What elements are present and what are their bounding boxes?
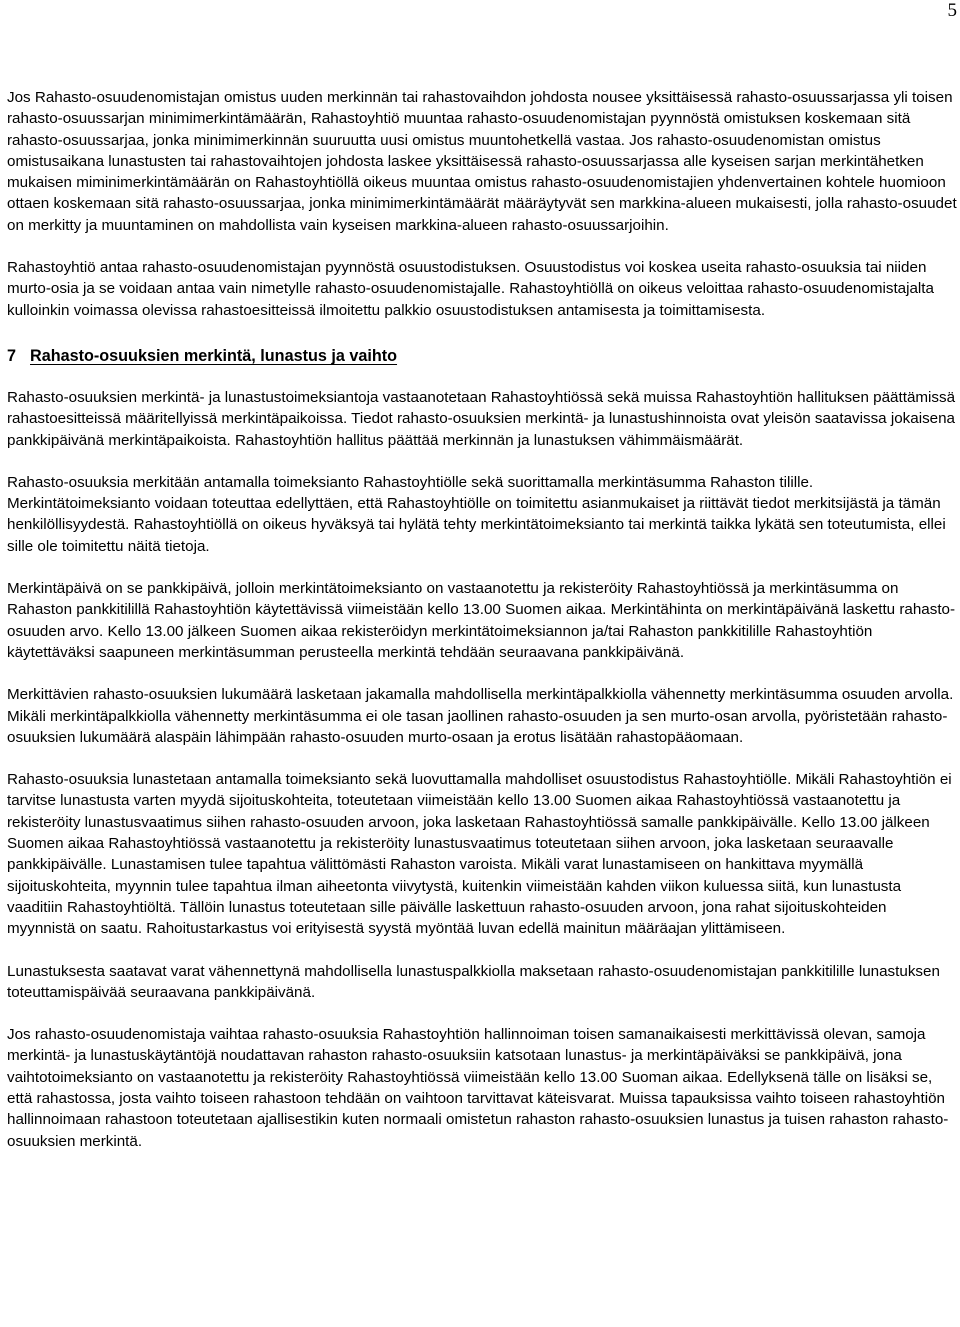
section-number: 7 xyxy=(7,346,17,365)
paragraph: Lunastuksesta saatavat varat vähennettynä mahdollisella lunastuspalkkiolla maksetaan rahasto-osuudenomistajan pankkitilille lunastuksen toteuttamispäivää seuraavana pankkipäivänä. xyxy=(7,962,940,1001)
document-body xyxy=(7,87,957,1152)
paragraph: Merkittävien rahasto-osuuksien lukumäärä lasketaan jakamalla mahdollisella merkintäpalkkiolla vähennetty merkintäsumma osuuden arvolla. Mikäli merkintäpalkkiolla vähennetty merkintäsumma ei ole tasan jaollinen rahasto-osuuden ja sen murto-osan arvolla, pyöristetään rahasto-osuuksien lukumäärä alaspäin lähimpään rahasto-osuuden murto-osaan ja erotus lisätään rahastopääomaan. xyxy=(7,686,954,746)
section-title: Rahasto-osuuksien merkintä, lunastus ja vaihto xyxy=(30,346,398,365)
page-number: 5 xyxy=(947,0,957,21)
paragraph: Rahasto-osuuksia merkitään antamalla toimeksianto Rahastoyhtiölle sekä suorittamalla merkintäsumma Rahaston tilille. Merkintätoimeksianto voidaan toteuttaa edellyttäen, että Rahastoyhtiölle on toimitettu asianmukaiset ja riittävät tiedot merkitsijästä ja tämän henkilöllisyydestä. Rahastoyhtiöllä on oikeus hyväksyä tai hylätä tehty merkintätoimeksianto tai merkintä taikka lykätä sen toteutumista, ellei sille ole toimitettu näitä tietoja. xyxy=(7,473,946,555)
paragraph: Rahasto-osuuksia lunastetaan antamalla toimeksianto sekä luovuttamalla mahdolliset osuustodistus Rahastoyhtiölle. Mikäli Rahastoyhtiön ei tarvitse lunastusta varten myydä sijoituskohteita, toteutetaan viimeistään kello 13.00 Suomen aikaa Rahastoyhtiössä vastaanotettu ja rekisteröity lunastusvaatimus siihen rahasto-osuuden arvoon, joka lasketaan Rahastoyhtiössä samalle pankkipäivälle. Kello 13.00 jälkeen Suomen aikaa Rahastoyhtiössä vastaanotettu ja rekisteröity lunastusvaatimus toteutetaan siihen arvoon, joka lasketaan seuraavalle pankkipäivälle. Lunastamisen tulee tapahtua välittömästi Rahaston varoista. Mikäli varat lunastamiseen on hankittava myymällä sijoituskohteita, myynnin tulee tapahtua ilman aiheetonta viivytystä, kuitenkin viimeistään kahden viikon kuluessa siitä, kun lunastusta vaaditiin Rahastoyhtiöltä. Tällöin lunastus toteutetaan sille päivälle laskettuun rahasto-osuuden arvoon, jona rahat sijoituskohteiden myynnistä on saatu. Rahoitustarkastus voi erityisestä syystä myöntää luvan edellä mainitun määräajan ylittämiseen. xyxy=(7,771,952,938)
paragraph: Rahasto-osuuksien merkintä- ja lunastustoimeksiantoja vastaanotetaan Rahastoyhtiössä sekä muissa Rahastoyhtiön hallituksen päättämissä rahastoesitteissä määritellyissä merkintäpaikoissa. Tiedot rahasto-osuuksien merkintä- ja lunastushinnoista ovat yleisön saatavissa jokaisena pankkipäivänä merkintäpaikoista. Rahastoyhtiön hallitus päättää merkinnän ja lunastuksen vähimmäismäärät. xyxy=(7,388,956,449)
paragraph: Jos Rahasto-osuudenomistajan omistus uuden merkinnän tai rahastovaihdon johdosta nousee yksittäisessä rahasto-osuussarjassa yli toisen rahasto-osuussarjan minimimerkintämäärän, Rahastoyhtiö muuntaa rahasto-osuudenomistajan pyynnöstä omistuksen koskemaan sitä rahasto-osuussarjaa, jonka minimimerkinnän suuruutta uusi omistus muuntohetkellä vastaa. Jos rahasto-osuudenomistan omistus omistusaikana lunastusten tai rahastovaihtojen johdosta laskee yksittäisessä rahasto-osuussarjassa alle kyseisen sarjan merkintähetken mukaisen miminimerkintämäärän on Rahastoyhtiöllä oikeus muuntaa omistus rahasto-osuudenomistajien yhdenvertainen kohtele huomioon ottaen koskemaan sitä rahasto-osuussarjaa, jonka minimimerkintämäärät määräytyvät sen markkina-alueen mukaisesti, jolla rahasto-osuudet on merkitty ja muuntaminen on mahdollista vain kyseisen markkina-alueen rahasto-osuussarjoihin. xyxy=(7,89,957,234)
paragraph: Jos rahasto-osuudenomistaja vaihtaa rahasto-osuuksia Rahastoyhtiön hallinnoiman toisen samanaikaisesti merkittävissä olevan, samoja merkintä- ja lunastuskäytäntöjä noudattavan rahaston rahasto-osuuksiin katsotaan lunastus- ja merkintäpäiväksi se pankkipäivä, jona vaihtotoimeksianto on vastaanotettu ja rekisteröity Rahastoyhtiössä viimeistään kello 13.00 Suoman aikaa. Edellyksenä tälle on lisäksi se, että rahastossa, josta vaihto toiseen rahastoon tehdään on vaihtoon tarvittavat käteisvarat. Muissa tapauksissa vaihto toiseen rahastoyhtiön hallinnoimaan rahastoon toteutetaan ajallisestikin kuten normaali omistetun rahaston rahasto-osuuksien lunastus ja tuisen rahaston rahasto-osuuksien merkintä. xyxy=(7,1026,949,1150)
section-heading xyxy=(7,345,957,367)
paragraph: Merkintäpäivä on se pankkipäivä, jolloin merkintätoimeksianto on vastaanotettu ja rekisteröity Rahastoyhtiössä ja merkintäsumma on Rahaston pankkitilillä Rahastoyhtiön käytettävissä viimeistään kello 13.00 Suomen aikaa. Merkintähinta on merkintäpäivänä laskettu rahasto-osuuden arvo. Kello 13.00 jälkeen Suomen aikaa rekisteröidyn merkintätoimeksiannon ja/tai Rahaston pankkitilille Rahastoyhtiön käytettäväksi saapuneen merkintäsumman perusteella merkintä tehdään seuraavana pankkipäivänä. xyxy=(7,580,956,661)
paragraph: Rahastoyhtiö antaa rahasto-osuudenomistajan pyynnöstä osuustodistuksen. Osuustodistus voi koskea useita rahasto-osuuksia tai niiden murto-osia ja se voidaan antaa vain nimetylle rahasto-osuudenomistajalle. Rahastoyhtiöllä on oikeus veloittaa rahasto-osuudenomistajalta kulloinkin voimassa olevissa rahastoesitteissä ilmoitettu palkkio osuustodistuksen antamisesta ja toimittamisesta. xyxy=(7,259,934,319)
